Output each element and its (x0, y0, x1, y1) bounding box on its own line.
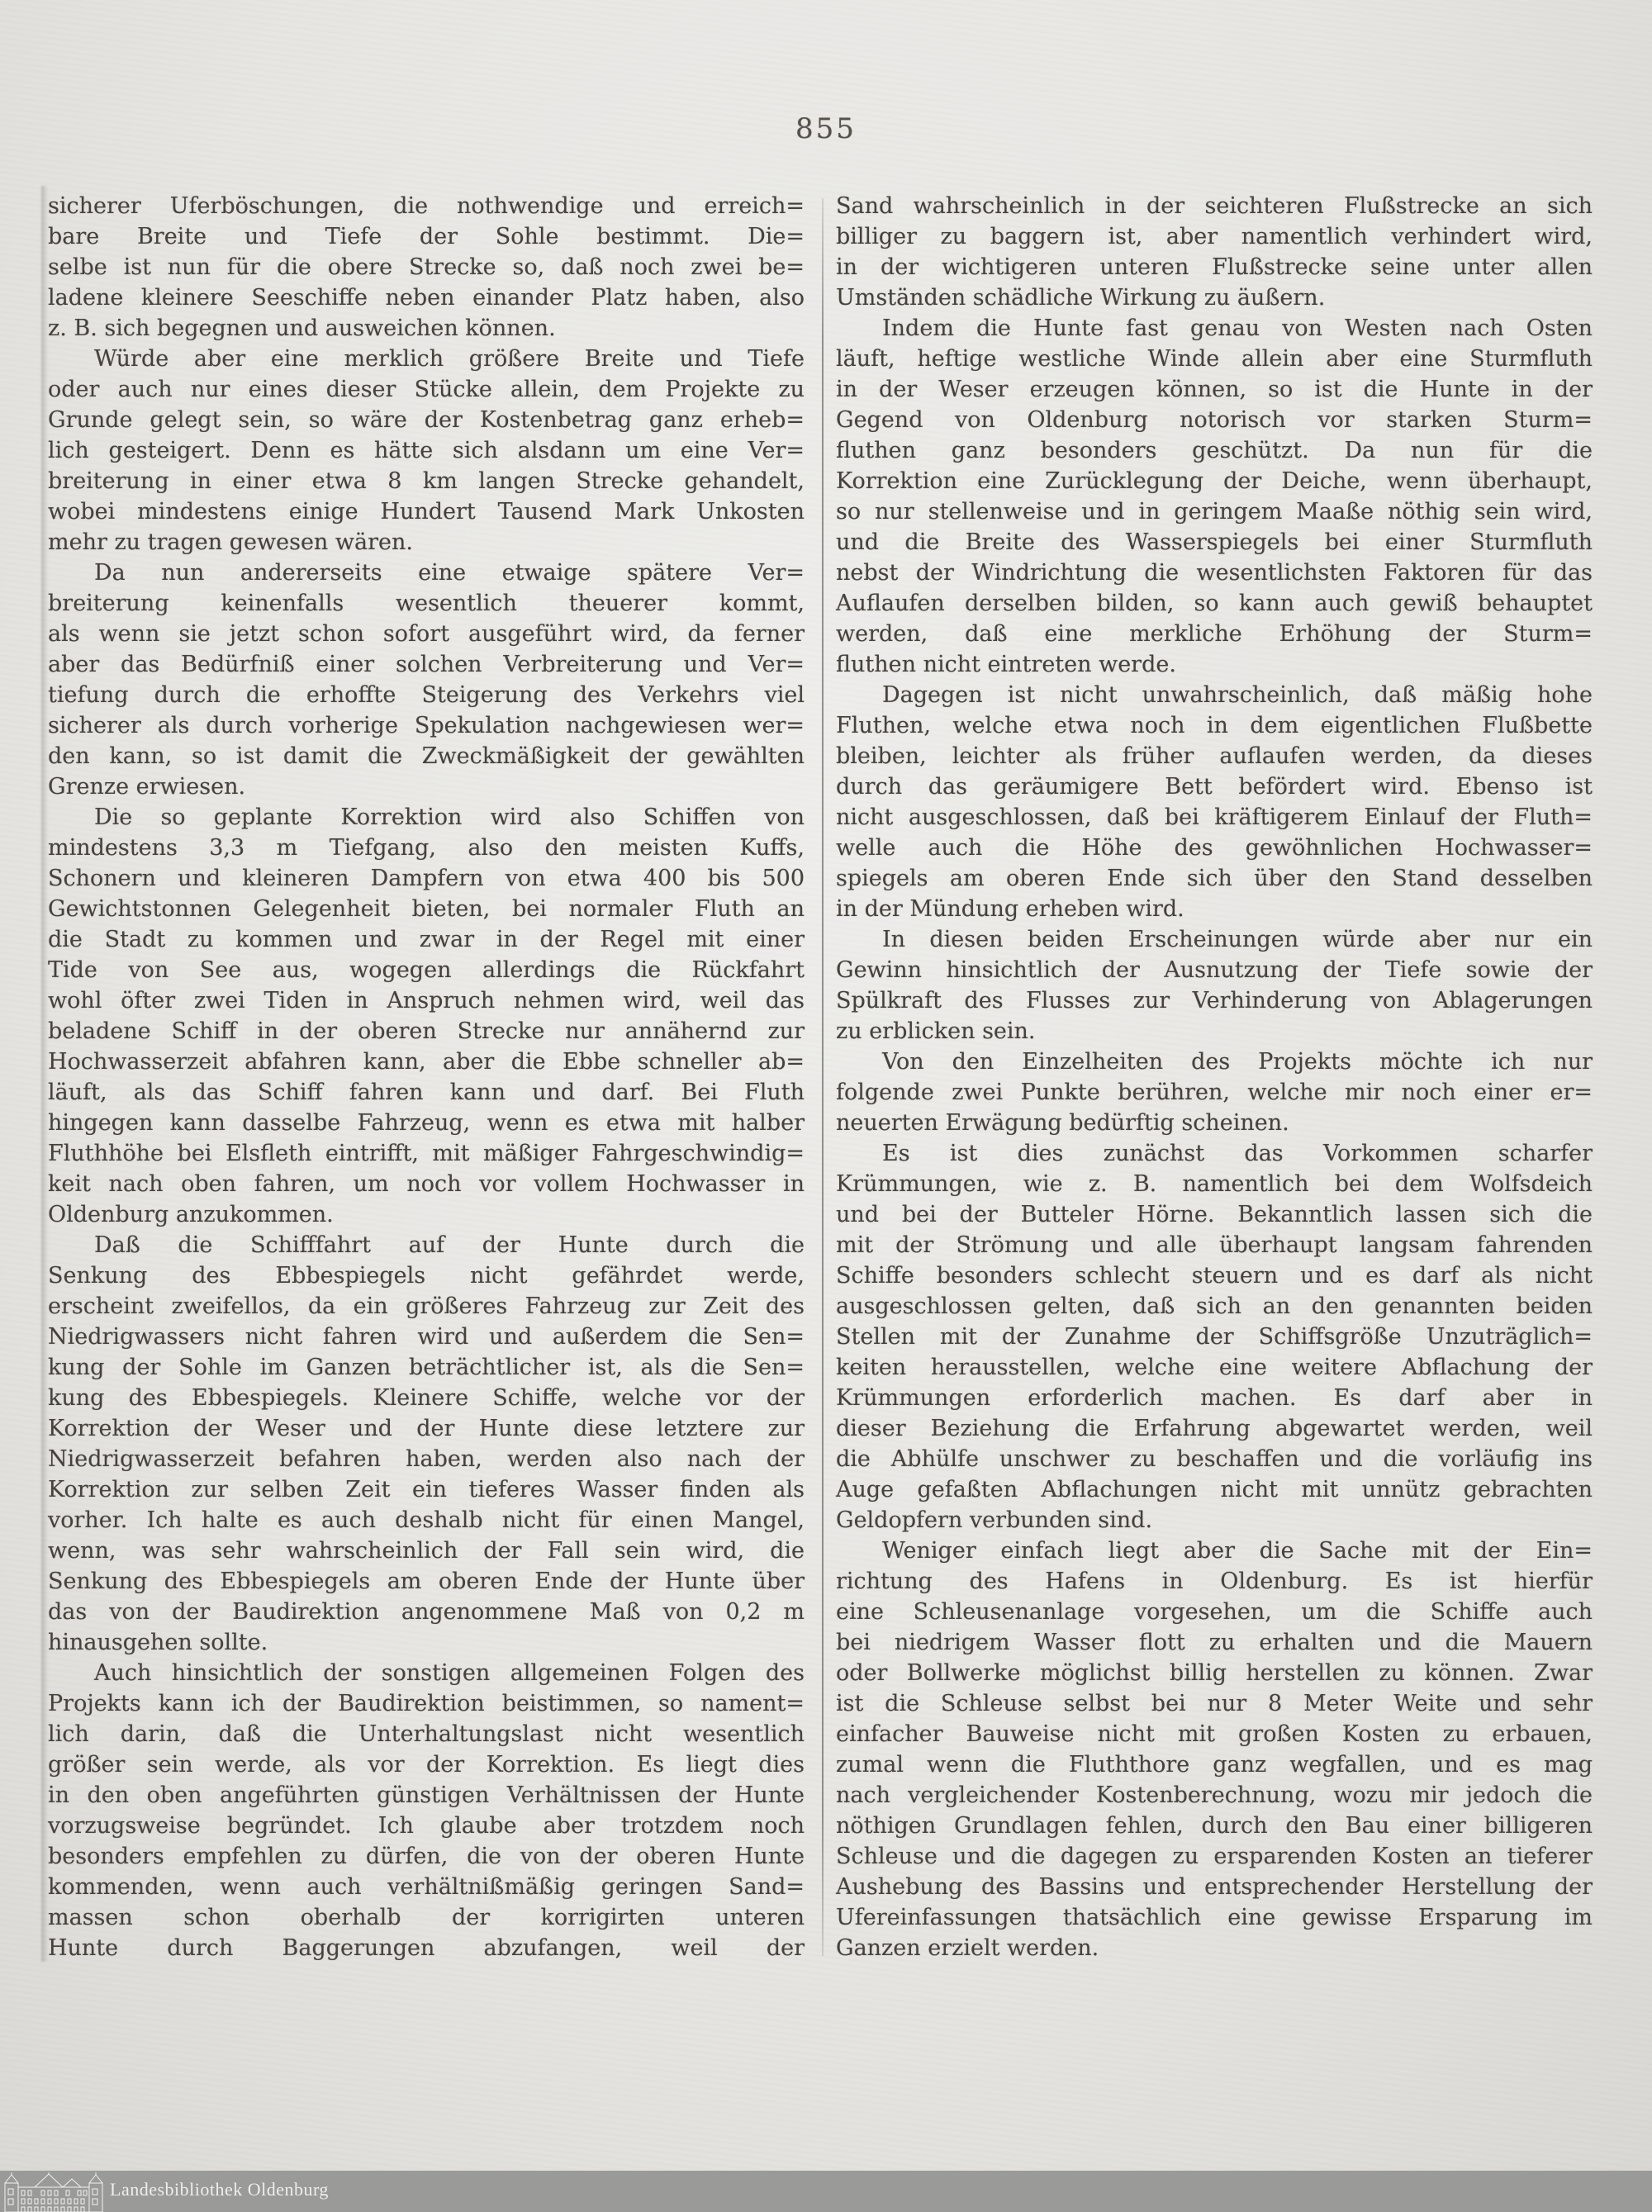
text-line: ist die Schleuse selbst bei nur 8 Meter Weite und sehr (836, 1691, 1593, 1716)
text-line: selbe ist nun für die obere Strecke so, daß noch zwei be= (48, 254, 805, 280)
text-line: massen schon oberhalb der korrigirten unteren (48, 1905, 805, 1930)
text-line: Fluthhöhe bei Elsfleth eintrifft, mit mäßiger Fahrgeschwindig= (48, 1141, 805, 1166)
page-number: 855 (795, 112, 857, 145)
text-line: folgende zwei Punkte berühren, welche mir noch einer er= (836, 1080, 1593, 1105)
text-line: Auflaufen derselben bilden, so kann auch gewiß behauptet (836, 591, 1593, 616)
text-line: nach vergleichender Kostenberechnung, wozu mir jedoch die (836, 1782, 1593, 1808)
text-line: läuft, heftige westliche Winde allein aber eine Sturmfluth (836, 346, 1593, 372)
text-line: Grenze erwiesen. (48, 774, 246, 800)
text-line: Dagegen ist nicht unwahrscheinlich, daß mäßig hohe (882, 682, 1593, 708)
text-line: in der Mündung erheben wird. (836, 896, 1184, 922)
text-line: einfacher Bauweise nicht mit großen Kosten zu erbauen, (836, 1721, 1593, 1747)
text-line: mindestens 3,3 m Tiefgang, also den meisten Kuffs, (48, 835, 805, 861)
text-line: bare Breite und Tiefe der Sohle bestimmt. Die= (48, 224, 805, 249)
text-line: Korrektion eine Zurücklegung der Deiche, wenn überhaupt, (836, 468, 1593, 494)
text-line: billiger zu baggern ist, aber namentlich verhindert wird, (836, 224, 1593, 249)
text-line: sicherer als durch vorherige Spekulation nachgewiesen wer= (48, 713, 805, 738)
text-line: besonders empfehlen zu dürfen, die von der oberen Hunte (48, 1844, 805, 1869)
text-line: Schonern und kleineren Dampfern von etwa 400 bis 500 (48, 866, 805, 891)
text-line: lich gesteigert. Denn es hätte sich alsdann um eine Ver= (48, 438, 805, 463)
text-line: bei niedrigem Wasser flott zu erhalten und die Mauern (836, 1630, 1593, 1655)
text-line: kung des Ebbespiegels. Kleinere Schiffe, welche vor der (48, 1385, 805, 1411)
text-line: Oldenburg anzukommen. (48, 1202, 334, 1227)
text-line: hingegen kann dasselbe Fahrzeug, wenn es etwa mit halber (48, 1110, 805, 1136)
text-line: Gewinn hinsichtlich der Ausnutzung der Tiefe sowie der (836, 957, 1593, 983)
text-line: Fluthen, welche etwa noch in dem eigentlichen Flußbette (836, 713, 1593, 738)
text-line: Korrektion zur selben Zeit ein tieferes Wasser finden als (48, 1477, 805, 1502)
text-line: beladene Schiff in der oberen Strecke nur annähernd zur (48, 1018, 805, 1044)
text-line: Von den Einzelheiten des Projekts möchte ich nur (882, 1049, 1593, 1075)
text-line: die Abhülfe unschwer zu beschaffen und die vorläufig ins (836, 1446, 1593, 1472)
text-line: Auge gefaßten Abflachungen nicht mit unnütz gebrachten (836, 1477, 1593, 1502)
text-line: breiterung in einer etwa 8 km langen Strecke gehandelt, (48, 468, 805, 494)
text-line: als wenn sie jetzt schon sofort ausgeführt wird, da ferner (48, 621, 805, 647)
scan-edge-shadow (41, 186, 48, 1962)
text-line: Gegend von Oldenburg notorisch vor starken Sturm= (836, 407, 1593, 433)
column-divider-rule (822, 198, 824, 1956)
text-line: nöthigen Grundlagen fehlen, durch den Bau einer billigeren (836, 1813, 1593, 1839)
text-line: tiefung durch die erhoffte Steigerung des Verkehrs viel (48, 682, 805, 708)
text-line: Umständen schädliche Wirkung zu äußern. (836, 285, 1326, 311)
text-line: erscheint zweifellos, da ein größeres Fahrzeug zur Zeit des (48, 1293, 805, 1319)
text-line: spiegels am oberen Ende sich über den Stand desselben (836, 866, 1593, 891)
text-line: Gewichtstonnen Gelegenheit bieten, bei normaler Fluth an (48, 896, 805, 922)
text-line: kommenden, wenn auch verhältnißmäßig geringen Sand= (48, 1874, 805, 1900)
text-line: in den oben angeführten günstigen Verhältnissen der Hunte (48, 1782, 805, 1808)
text-line: Spülkraft des Flusses zur Verhinderung von Ablagerungen (836, 988, 1593, 1013)
text-line: den kann, so ist damit die Zweckmäßigkeit der gewählten (48, 743, 805, 769)
text-line: sicherer Uferböschungen, die nothwendige und erreich= (48, 193, 805, 219)
text-line: Indem die Hunte fast genau von Westen nach Osten (882, 316, 1593, 341)
text-line: kung der Sohle im Ganzen beträchtlicher ist, als die Sen= (48, 1355, 805, 1380)
text-line: fluthen ganz besonders geschützt. Da nun für die (836, 438, 1593, 463)
text-line: Stellen mit der Zunahme der Schiffsgröße Unzuträglich= (836, 1324, 1593, 1350)
text-line: wohl öfter zwei Tiden in Anspruch nehmen wird, weil das (48, 988, 805, 1013)
text-line: Schiffe besonders schlecht steuern und es darf als nicht (836, 1263, 1593, 1289)
text-line: durch das geräumigere Bett befördert wird. Ebenso ist (836, 774, 1593, 800)
text-column-left (48, 191, 805, 1963)
text-line: neuerten Erwägung bedürftig scheinen. (836, 1110, 1289, 1136)
text-line: keit nach oben fahren, um noch vor vollem Hochwasser in (48, 1171, 805, 1197)
text-line: Tide von See aus, wogegen allerdings die Rückfahrt (48, 957, 805, 983)
text-line: z. B. sich begegnen und ausweichen können. (48, 316, 556, 341)
text-line: größer sein werde, als vor der Korrektion. Es liegt dies (48, 1752, 805, 1778)
text-line: Schleuse und die dagegen zu ersparenden Kosten an tieferer (836, 1844, 1593, 1869)
text-line: lich darin, daß die Unterhaltungslast nicht wesentlich (48, 1721, 805, 1747)
text-line: Es ist dies zunächst das Vorkommen scharfer (882, 1141, 1593, 1166)
text-column-right (836, 191, 1593, 1963)
text-line: oder Bollwerke möglichst billig herstellen zu können. Zwar (836, 1660, 1593, 1686)
text-line: oder auch nur eines dieser Stücke allein, dem Projekte zu (48, 377, 805, 402)
text-line: in der wichtigeren unteren Flußstrecke seine unter allen (836, 254, 1593, 280)
text-line: Die so geplante Korrektion wird also Schiffen von (94, 805, 805, 830)
text-line: Geldopfern verbunden sind. (836, 1507, 1153, 1533)
text-line: Ufereinfassungen thatsächlich eine gewisse Ersparung im (836, 1905, 1593, 1930)
text-line: läuft, als das Schiff fahren kann und darf. Bei Fluth (48, 1080, 805, 1105)
text-line: In diesen beiden Erscheinungen würde aber nur ein (882, 927, 1593, 952)
text-line: nebst der Windrichtung die wesentlichsten Faktoren für das (836, 560, 1593, 586)
text-line: Daß die Schifffahrt auf der Hunte durch die (94, 1232, 805, 1258)
text-line: Weniger einfach liegt aber die Sache mit der Ein= (882, 1538, 1593, 1564)
text-line: vorzugsweise begründet. Ich glaube aber trotzdem noch (48, 1813, 805, 1839)
text-line: Hunte durch Baggerungen abzufangen, weil der (48, 1935, 805, 1961)
text-line: werden, daß eine merkliche Erhöhung der Sturm= (836, 621, 1593, 647)
text-line: richtung des Hafens in Oldenburg. Es ist hierfür (836, 1569, 1593, 1594)
text-line: Grunde gelegt sein, so wäre der Kostenbetrag ganz erheb= (48, 407, 805, 433)
text-line: Auch hinsichtlich der sonstigen allgemeinen Folgen des (94, 1660, 805, 1686)
text-line: eine Schleusenanlage vorgesehen, um die Schiffe auch (836, 1599, 1593, 1625)
text-line: und bei der Butteler Hörne. Bekanntlich lassen sich die (836, 1202, 1593, 1227)
text-line: Korrektion der Weser und der Hunte diese letztere zur (48, 1416, 805, 1441)
text-line: dieser Beziehung die Erfahrung abgewartet werden, weil (836, 1416, 1593, 1441)
text-line: so nur stellenweise und in geringem Maaße nöthig sein wird, (836, 499, 1593, 525)
text-line: in der Weser erzeugen können, so ist die Hunte in der (836, 377, 1593, 402)
text-line: fluthen nicht eintreten werde. (836, 652, 1176, 677)
text-line: die Stadt zu kommen und zwar in der Regel mit einer (48, 927, 805, 952)
text-line: und die Breite des Wasserspiegels bei einer Sturmfluth (836, 529, 1593, 555)
text-line: zumal wenn die Fluththore ganz wegfallen, und es mag (836, 1752, 1593, 1778)
text-line: Da nun andererseits eine etwaige spätere Ver= (94, 560, 805, 586)
text-line: Senkung des Ebbespiegels nicht gefährdet werde, (48, 1263, 805, 1289)
text-line: wobei mindestens einige Hundert Tausend Mark Unkosten (48, 499, 805, 525)
text-line: breiterung keinenfalls wesentlich theuerer kommt, (48, 591, 805, 616)
text-line: keiten herausstellen, welche eine weitere Abflachung der (836, 1355, 1593, 1380)
text-line: hinausgehen sollte. (48, 1630, 268, 1655)
text-line: vorher. Ich halte es auch deshalb nicht für einen Mangel, (48, 1507, 805, 1533)
text-line: Senkung des Ebbespiegels am oberen Ende der Hunte über (48, 1569, 805, 1594)
text-line: Sand wahrscheinlich in der seichteren Flußstrecke an sich (836, 193, 1593, 219)
text-line: Aushebung des Bassins und entsprechender Herstellung der (836, 1874, 1593, 1900)
text-line: aber das Bedürfniß einer solchen Verbreiterung und Ver= (48, 652, 805, 677)
text-line: welle auch die Höhe des gewöhnlichen Hochwasser= (836, 835, 1593, 861)
text-line: Krümmungen erforderlich machen. Es darf aber in (836, 1385, 1593, 1411)
library-building-icon (3, 2172, 104, 2212)
text-line: zu erblicken sein. (836, 1018, 1036, 1044)
library-name-label: Landesbibliothek Oldenburg (110, 2179, 329, 2200)
text-line: Würde aber eine merklich größere Breite und Tiefe (94, 346, 805, 372)
text-line: ladene kleinere Seeschiffe neben einander Platz haben, also (48, 285, 805, 311)
text-line: wenn, was sehr wahrscheinlich der Fall sein wird, die (48, 1538, 805, 1564)
text-line: Hochwasserzeit abfahren kann, aber die Ebbe schneller ab= (48, 1049, 805, 1075)
text-line: Ganzen erzielt werden. (836, 1935, 1099, 1961)
text-line: bleiben, leichter als früher auflaufen werden, da dieses (836, 743, 1593, 769)
text-line: mehr zu tragen gewesen wären. (48, 529, 413, 555)
text-line: Niedrigwassers nicht fahren wird und außerdem die Sen= (48, 1324, 805, 1350)
text-line: nicht ausgeschlossen, daß bei kräftigerem Einlauf der Fluth= (836, 805, 1593, 830)
text-line: ausgeschlossen gelten, daß sich an den genannten beiden (836, 1293, 1593, 1319)
text-line: das von der Baudirektion angenommene Maß von 0,2 m (48, 1599, 805, 1625)
text-line: mit der Strömung und alle überhaupt langsam fahrenden (836, 1232, 1593, 1258)
text-line: Krümmungen, wie z. B. namentlich bei dem Wolfsdeich (836, 1171, 1593, 1197)
text-line: Projekts kann ich der Baudirektion beistimmen, so nament= (48, 1691, 805, 1716)
text-line: Niedrigwasserzeit befahren haben, werden also nach der (48, 1446, 805, 1472)
library-footer-bar (0, 2171, 1652, 2212)
